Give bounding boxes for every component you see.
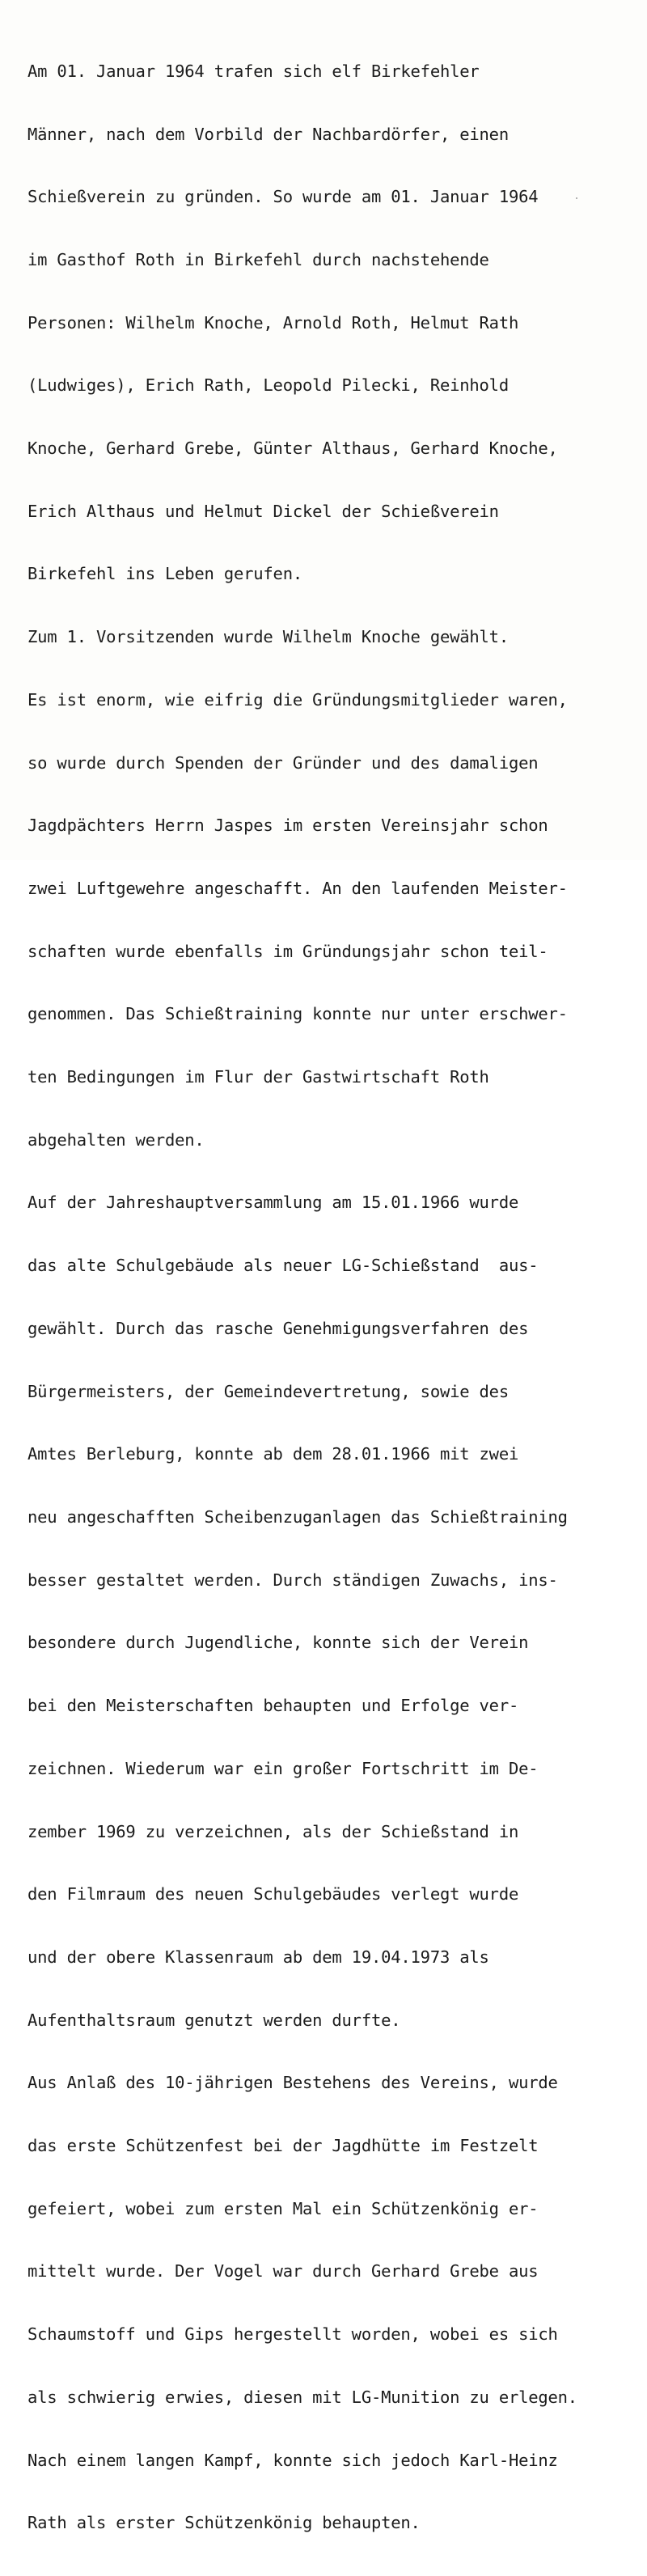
text-line: Aus Anlaß des 10-jährigen Bestehens des Vereins, wurde <box>27 2073 558 2093</box>
text-line: das alte Schulgebäude als neuer LG-Schießstand aus- <box>27 1256 539 1276</box>
text-line: gefeiert, wobei zum ersten Mal ein Schützenkönig er- <box>27 2198 539 2218</box>
text-line: genommen. Das Schießtraining konnte nur unter erschwer- <box>27 1004 568 1024</box>
text-line: ten Bedingungen im Flur der Gastwirtschaft Roth <box>27 1067 489 1087</box>
text-line: als schwierig erwies, diesen mit LG-Munition zu erlegen. <box>27 2387 577 2407</box>
text-line: Am 01. Januar 1964 trafen sich elf Birkefehler <box>27 61 480 81</box>
text-line: Schaumstoff und Gips hergestellt worden, wobei es sich <box>27 2324 558 2345</box>
text-line: Jagdpächters Herrn Jaspes im ersten Vereinsjahr schon <box>27 816 548 836</box>
text-line: im Gasthof Roth in Birkefehl durch nachstehende <box>27 249 489 269</box>
text-line: Männer, nach dem Vorbild der Nachbardörfer, einen <box>27 124 509 144</box>
text-line: Bürgermeisters, der Gemeindevertretung, sowie des <box>27 1381 509 1401</box>
scan-speck <box>576 197 577 199</box>
text-line: (Ludwiges), Erich Rath, Leopold Pilecki, Reinhold <box>27 375 509 396</box>
text-line: abgehalten werden. <box>27 1129 205 1150</box>
text-line: das erste Schützenfest bei der Jagdhütte im Festzelt <box>27 2136 539 2156</box>
text-line: besondere durch Jugendliche, konnte sich der Verein <box>27 1633 529 1653</box>
text-line: Auf der Jahreshauptversammlung am 15.01.1966 wurde <box>27 1193 519 1213</box>
text-line: und der obere Klassenraum ab dem 19.04.1973 als <box>27 1947 489 1967</box>
text-line: Erich Althaus und Helmut Dickel der Schießverein <box>27 501 499 521</box>
text-line: zember 1969 zu verzeichnen, als der Schießstand in <box>27 1821 519 1841</box>
text-line: Rath als erster Schützenkönig behaupten. <box>27 2513 421 2533</box>
text-line: schaften wurde ebenfalls im Gründungsjahr schon teil- <box>27 941 548 961</box>
text-line: Personen: Wilhelm Knoche, Arnold Roth, Helmut Rath <box>27 312 519 333</box>
text-line: Birkefehl ins Leben gerufen. <box>27 564 302 584</box>
text-line: Zum 1. Vorsitzenden wurde Wilhelm Knoche gewählt. <box>27 627 509 647</box>
text-line: besser gestaltet werden. Durch ständigen Zuwachs, ins- <box>27 1570 558 1590</box>
text-line: Es ist enorm, wie eifrig die Gründungsmitglieder waren, <box>27 689 568 710</box>
text-line: mittelt wurde. Der Vogel war durch Gerhard Grebe aus <box>27 2261 539 2282</box>
text-line: Nach einem langen Kampf, konnte sich jedoch Karl-Heinz <box>27 2450 558 2470</box>
text-line: Amtes Berleburg, konnte ab dem 28.01.1966 mit zwei <box>27 1444 519 1464</box>
text-line: gewählt. Durch das rasche Genehmigungsverfahren des <box>27 1318 529 1338</box>
text-line: zwei Luftgewehre angeschafft. An den laufenden Meister- <box>27 878 568 898</box>
text-line: zeichnen. Wiederum war ein großer Fortschritt im De- <box>27 1758 539 1778</box>
text-line: Knoche, Gerhard Grebe, Günter Althaus, Gerhard Knoche, <box>27 439 558 459</box>
text-line: so wurde durch Spenden der Gründer und des damaligen <box>27 752 539 773</box>
text-line: den Filmraum des neuen Schulgebäudes verlegt wurde <box>27 1884 519 1904</box>
typewritten-text-block <box>27 19 626 2576</box>
text-line: bei den Meisterschaften behaupten und Erfolge ver- <box>27 1696 519 1716</box>
text-line: Schießverein zu gründen. So wurde am 01. Januar 1964 <box>27 187 539 207</box>
text-line: neu angeschafften Scheibenzuganlagen das Schießtraining <box>27 1506 568 1527</box>
text-line: Aufenthaltsraum genutzt werden durfte. <box>27 2010 401 2030</box>
